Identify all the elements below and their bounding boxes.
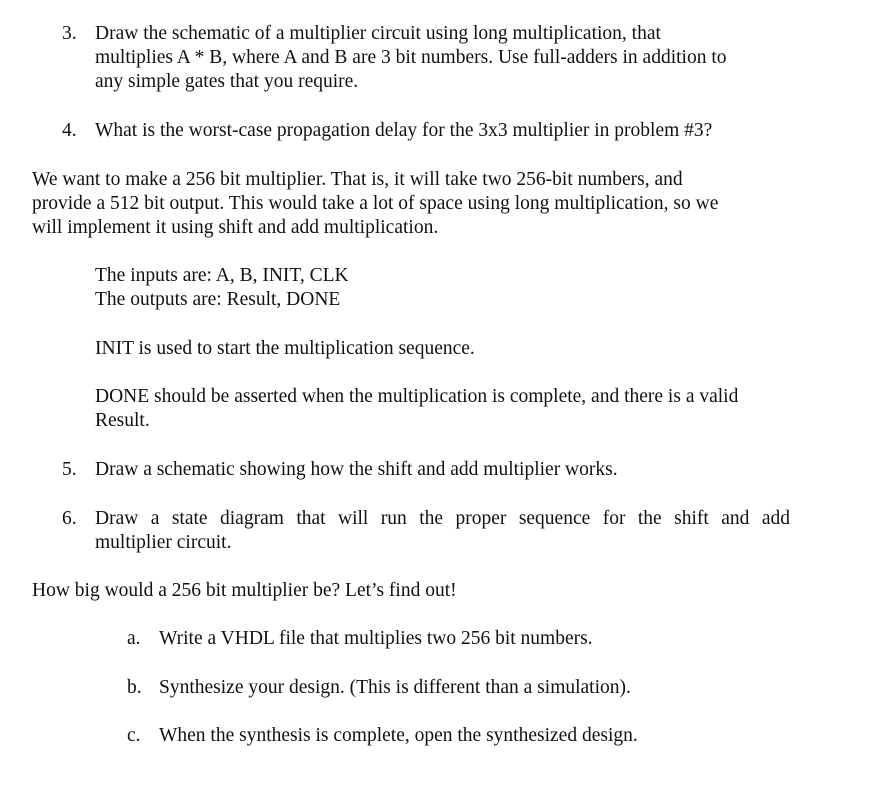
question-text: Draw a schematic showing how the shift and add multiplier works. (95, 459, 618, 480)
subtask-letter: b. (127, 677, 142, 698)
subtask-text: Synthesize your design. (This is different than a simulation). (159, 677, 631, 698)
subtask-b (127, 676, 827, 700)
how-big-paragraph (32, 579, 812, 603)
subtask-a (127, 627, 827, 651)
subtask-letter: a. (127, 628, 141, 649)
question-text: What is the worst-case propagation delay for the 3x3 multiplier in problem #3? (95, 120, 713, 141)
paragraph-line: provide a 512 bit output. This would take a lot of space using long multiplication, so we (32, 193, 719, 214)
question-number: 3. (62, 23, 77, 44)
question-6 (62, 507, 790, 555)
subtask-letter: c. (127, 725, 141, 746)
inputs-line: The inputs are: A, B, INIT, CLK (95, 265, 349, 286)
question-number: 4. (62, 120, 77, 141)
how-big-text: How big would a 256 bit multiplier be? Let’s find out! (32, 580, 457, 601)
subtask-c (127, 724, 827, 748)
question-5 (62, 458, 802, 482)
paragraph-line: We want to make a 256 bit multiplier. That is, it will take two 256-bit numbers, and (32, 169, 683, 190)
question-line: multiplier circuit. (95, 532, 232, 553)
init-note-text: INIT is used to start the multiplication sequence. (95, 338, 475, 359)
question-text (95, 22, 802, 94)
question-line: any simple gates that you require. (95, 71, 359, 92)
question-4 (62, 119, 802, 143)
question-line: Draw the schematic of a multiplier circuit using long multiplication, that (95, 23, 661, 44)
question-line: Draw a state diagram that will run the proper sequence for the shift and add (95, 508, 790, 529)
done-note (95, 385, 815, 433)
question-line: multiplies A * B, where A and B are 3 bit numbers. Use full-adders in addition to (95, 47, 727, 68)
done-note-line: Result. (95, 410, 150, 431)
intro-paragraph (32, 168, 812, 240)
question-3 (62, 22, 802, 94)
question-number: 6. (62, 508, 77, 529)
paragraph-line: will implement it using shift and add multiplication. (32, 217, 439, 238)
io-block (95, 264, 795, 312)
outputs-line: The outputs are: Result, DONE (95, 289, 341, 310)
question-text (95, 507, 790, 555)
done-note-line: DONE should be asserted when the multiplication is complete, and there is a valid (95, 386, 739, 407)
subtask-text: When the synthesis is complete, open the synthesized design. (159, 725, 638, 746)
subtask-text: Write a VHDL file that multiplies two 256 bit numbers. (159, 628, 593, 649)
init-note (95, 337, 795, 361)
question-number: 5. (62, 459, 77, 480)
